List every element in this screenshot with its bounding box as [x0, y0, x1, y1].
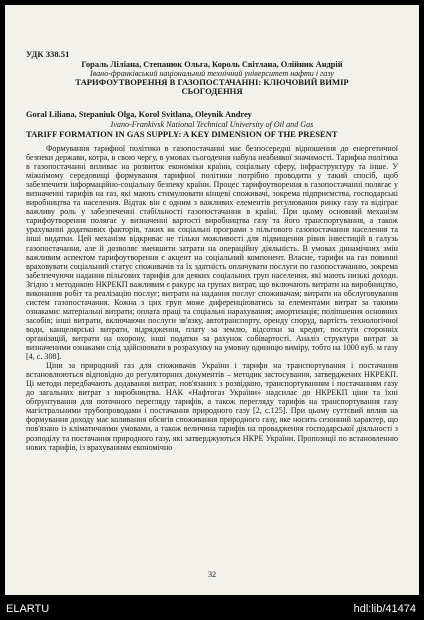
institution-ua: Івано-франківський національний технічний університет нафти і газу: [89, 69, 335, 78]
title-en: TARIFF FORMATION IN GAS SUPPLY: A KEY DIMENSION OF THE PRESENT: [26, 129, 338, 139]
page-number: 32: [207, 570, 217, 579]
paragraph: Формування тарифної політики в газопостачанні має безпосередні відношення до енергетичної безпеки держави, котра, в свою чергу, в умовах сьогодення набула неабиякої значимості. Тарифна політика в газопостачанні впливає на розвиток економіки країни, соціальну сферу, інфраструктуру та інше. У міжнімому середовищі формування тарифної політики потрібно проводити у такий спосіб, щоб забезпечити інформаційно-соціальну безпеку країни. Процес тарифоутворення в газопостачанні полягає у визначенні тарифів на газ, які мають стимулювати кінцеві споживачі, зокрема підприємства, господарські виробництва та населення. Відтак він є одним з важливих елементів регулювання ринку газу та відіграє важливу роль у забезпеченні стабільності газопостачання в країні. При цьому основний механізм тарифоутворення полягає у визначенні вартості виробництва газу та його транспортування, а також урахуванні додаткових факторів, таких як соціальні програми з пільгового газопостачання населення та інші видатки. Цей механізм відкриває не тільки можливості для підвищення рівня інвестицій в галузь газопостачання, але й дозволяє зменшити затрати на операційну діяльність. В умовах динамічних змін важливим аспектом тарифоутворення є акцент на соціальний компонент. Власне, тарифи на газ повинні враховувати соціальний статус споживачів та їх здатність оплачувати послуги по газопостачанню, зокрема забезпечуючи надання пільгових тарифів для деяких соціальних груп населення, які мають низькі доходи. Згідно з методикою НКРЕКП важливим є ракурс на групах витрат, що включають витрати на виробництво, виконання робіт та реалізацію послуг; витрати на надання послуг споживачам; витрати на обслуговування систем газопостачання. Кожна з цих груп може диференціюватись за елементами витрат за такими ознаками: матеріальні витрати; оплата праці та соціальні нарахування; амортизація; поліпшення основних засобів; інші витрати, включаючи послуги зв'язку, автотранспорту, оренду споруд, вартість технологічної води, канцелярські витрати, відрядження, плату за землю, відсотки за кредит, послуги сторонніх організацій, витрати на охорону, інші податки за рахунок собівартості. Аналіз структури витрат за визначеними ознаками слід здійснювати в розрахунку на умовну одиницю виміру, тобто на 1000 куб. м газу [4, с. 308].: [26, 144, 398, 362]
footer-repository-label: ELARTU: [6, 603, 50, 615]
udk-code: УДК 338.51: [26, 49, 70, 59]
footer-handle: hdl:lib/41474: [353, 603, 416, 615]
authors-ua: Гораль Ліліана, Степанюк Ольга, Король Світлана, Олійник Андрій: [81, 60, 343, 69]
title-ua: [5, 78, 419, 97]
title-ua-line1: ТАРИФОУТВОРЕННЯ В ГАЗОПОСТАЧАННІ: КЛЮЧОВИЙ ВИМІР: [75, 77, 349, 87]
paragraph: Ціни за природний газ для споживачів України і тарифи на транспортування і постачання встановлюються відповідно до регуляторних документів – методик застосування, затверджених НКРЕКП. Ці методи передбачають додавання витрат, пов'язаних з розвідкою, транспортуванням і постачанням газу до загальних витрат з виробництва. НАК «Нафтогаз України» надсилає до НКРЕКП ціни та їхні обґрунтування для поточного перегляду тарифів, а також перегляду тарифів на транспортування газу магістральними трубопроводами і постачання природного газу [2, с.125]. При цьому суттєвий вплив на формування доходу має коливання обсягів споживання природного газу, яке носить сезонний характер, що пов'язано із кліматичними умовами, а також величина тарифів на провадження господарської діяльності з розподілу та постачання природного газу, які затверджуються НКРЕ України. Пропозиції по встановленню нових тарифів, із врахуванням економічно: [26, 361, 398, 452]
document-page: [5, 5, 419, 595]
authors-en: Goral Liliana, Stepaniuk Olga, Korol Svitlana, Oleynik Andrey: [26, 110, 252, 119]
institution-en: Ivano-Frankivsk National Technical University of Oil and Gas: [110, 120, 314, 129]
body-text: [26, 144, 398, 452]
title-ua-line2: СЬОГОДЕННЯ: [181, 86, 243, 97]
